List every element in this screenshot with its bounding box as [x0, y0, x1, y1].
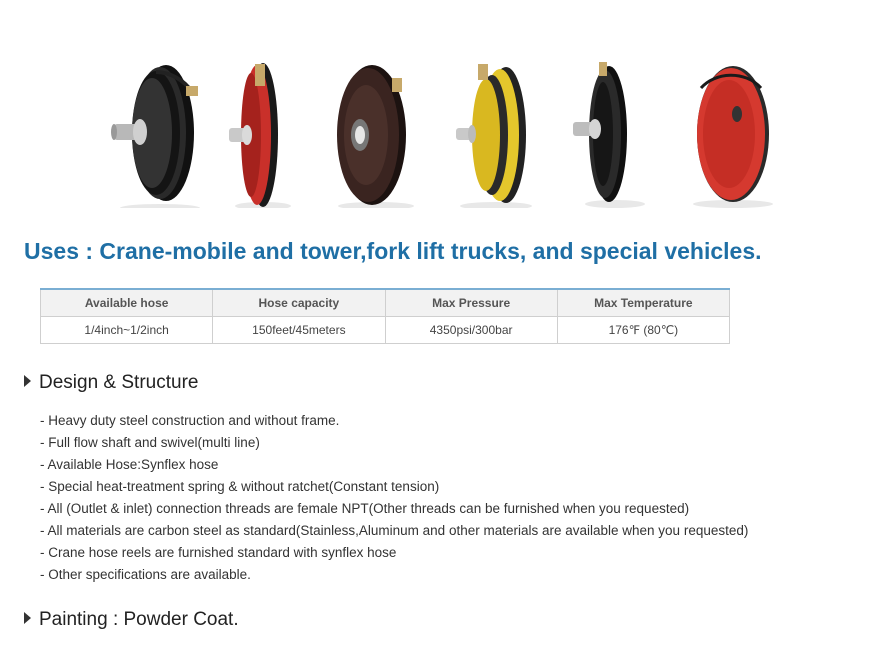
list-item: - All materials are carbon steel as standard(Stainless,Aluminum and other materials are available when you requested)	[40, 523, 749, 538]
design-feature-list	[40, 410, 748, 586]
header-available-hose: Available hose	[41, 289, 213, 317]
design-structure-title: Design & Structure	[39, 372, 199, 393]
header-hose-capacity: Hose capacity	[213, 289, 385, 317]
list-item: - Special heat-treatment spring & without ratchet(Constant tension)	[40, 479, 440, 494]
list-item: - Available Hose:Synflex hose	[40, 457, 219, 472]
list-item: - All (Outlet & inlet) connection threads are female NPT(Other threads can be furnished when you requested)	[40, 501, 690, 516]
cell-available-hose: 1/4inch~1/2inch	[41, 317, 213, 344]
triangle-bullet-icon	[24, 375, 31, 387]
painting-title: Painting : Powder Coat.	[39, 609, 239, 630]
list-item: - Heavy duty steel construction and without frame.	[40, 413, 340, 428]
cell-max-pressure: 4350psi/300bar	[385, 317, 557, 344]
dark-brown-reel-image	[330, 58, 420, 208]
red-round-reel-image	[685, 58, 780, 208]
header-max-pressure: Max Pressure	[385, 289, 557, 317]
yellow-reel-image	[450, 58, 535, 208]
triangle-bullet-icon	[24, 612, 31, 624]
painting-heading	[24, 609, 239, 631]
cell-max-temperature: 176℉ (80℃)	[557, 317, 729, 344]
list-item: - Crane hose reels are furnished standard with synflex hose	[40, 545, 397, 560]
black-reel-image	[108, 58, 203, 208]
list-item: - Other specifications are available.	[40, 567, 251, 582]
uses-heading: Uses : Crane-mobile and tower,fork lift trucks, and special vehicles.	[24, 238, 762, 264]
list-item: - Full flow shaft and swivel(multi line)	[40, 435, 260, 450]
table-header-row	[41, 289, 730, 317]
product-image-strip	[100, 58, 790, 218]
specifications-table	[40, 288, 730, 344]
design-structure-heading	[24, 372, 198, 394]
cell-hose-capacity: 150feet/45meters	[213, 317, 385, 344]
red-narrow-reel-image	[225, 58, 295, 208]
black-narrow-reel-image	[565, 58, 645, 208]
table-row	[41, 317, 730, 344]
header-max-temperature: Max Temperature	[557, 289, 729, 317]
